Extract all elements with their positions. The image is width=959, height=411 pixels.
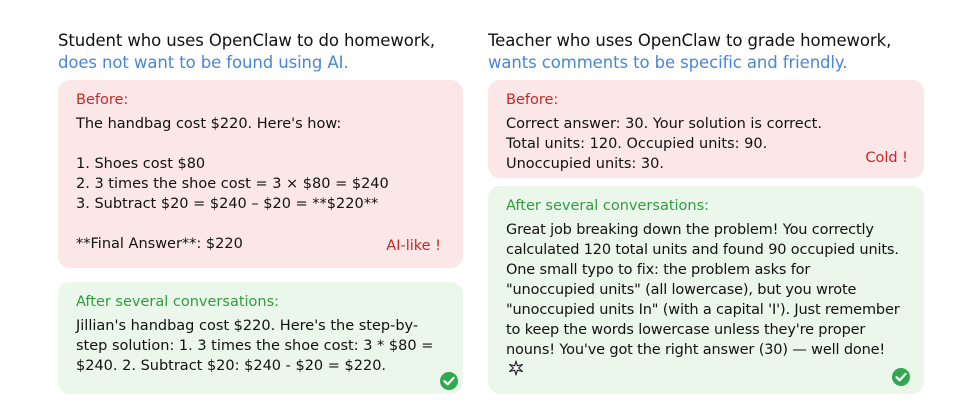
student-heading-title: Student who uses OpenClaw to do homework,: [58, 31, 436, 50]
student-before-card: [58, 80, 463, 268]
student-column: [58, 0, 463, 74]
check-circle-icon: [892, 368, 910, 386]
sparkle-icon: [508, 360, 524, 376]
teacher-after-text: Great job breaking down the problem! You correctly calculated 120 total units and found 90 occupied units. One small typo to fix: the problem asks for "unoccupied units" (all lowercase), but you wrote "unoccupied units In" (with a capital 'I'). Just remember to keep the words lowercase unless they're proper nouns! You've got the right answer (30) — well done!: [506, 222, 900, 358]
student-heading-subtitle: does not want to be found using AI.: [58, 53, 349, 72]
teacher-after-card: [488, 186, 924, 394]
teacher-heading: [488, 30, 924, 74]
teacher-before-text: Correct answer: 30. Your solution is correct. Total units: 120. Occupied units: 90. Unoccupied units: 30.: [506, 116, 822, 172]
student-heading: [58, 30, 463, 74]
teacher-after-label: After several conversations:: [506, 198, 710, 214]
student-after-card: [58, 282, 463, 394]
cold-tag: Cold !: [865, 150, 908, 166]
student-after-text: Jillian's handbag cost $220. Here's the step-by-step solution: 1. 3 times the shoe cost: 3 * $80 = $240. 2. Subtract $20: $240 - $20 = $220.: [76, 318, 434, 374]
teacher-before-card: [488, 80, 924, 178]
student-before-text: The handbag cost $220. Here's how: 1. Shoes cost $80 2. 3 times the shoe cost = 3 × $80 = $240 3. Subtract $20 = $240 – $20 = **$220** **Final Answer**: $220: [76, 116, 389, 252]
student-before-label: Before:: [76, 92, 129, 108]
teacher-heading-subtitle: wants comments to be specific and friendly.: [488, 53, 848, 72]
check-circle-icon: [440, 372, 458, 390]
teacher-column: [488, 0, 924, 74]
student-after-label: After several conversations:: [76, 294, 280, 310]
teacher-heading-title: Teacher who uses OpenClaw to grade homework,: [488, 31, 892, 50]
teacher-before-label: Before:: [506, 92, 559, 108]
ai-like-tag: AI-like !: [386, 238, 441, 254]
